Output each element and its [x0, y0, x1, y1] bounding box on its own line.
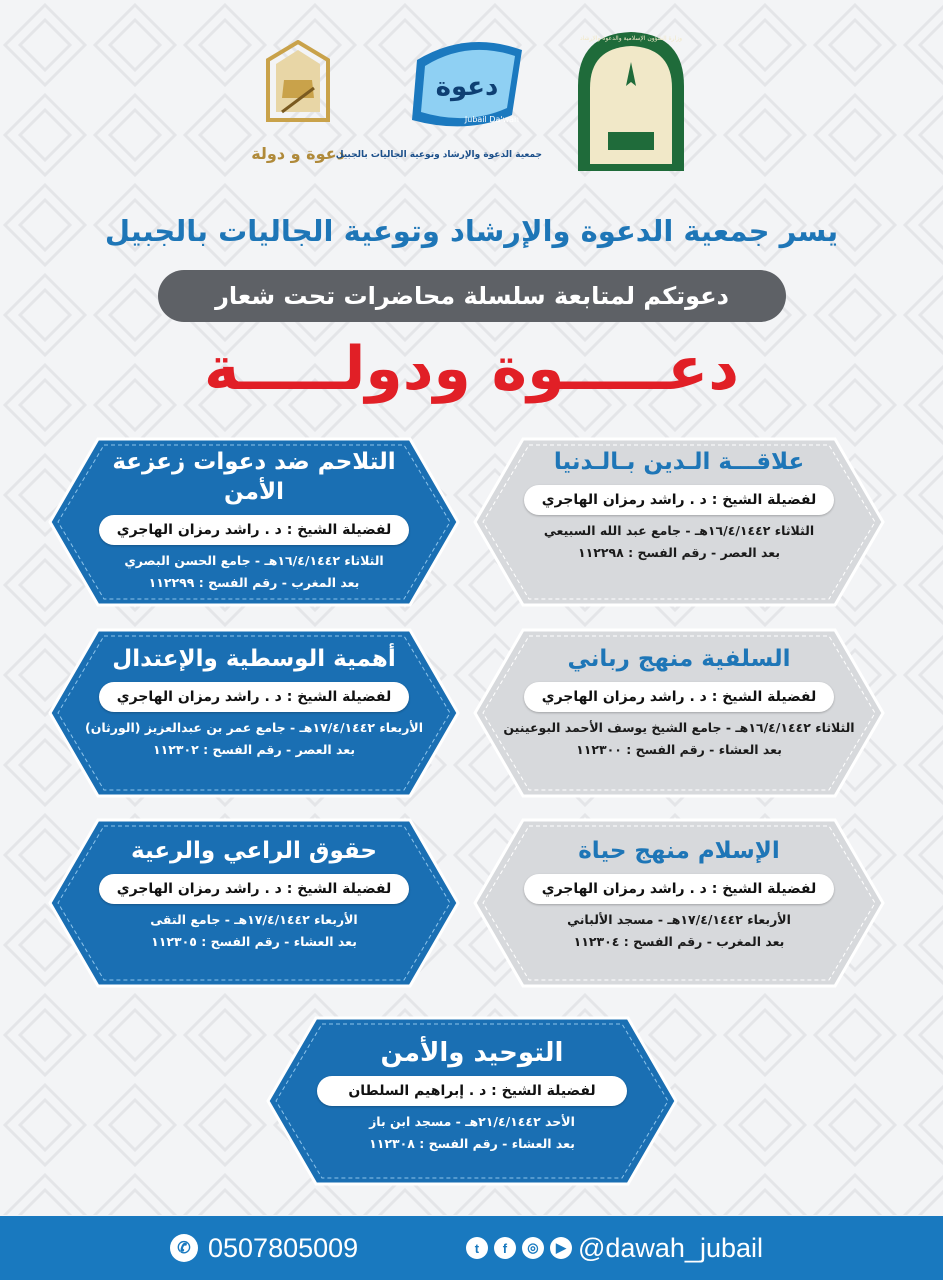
social-handle: @dawah_jubail: [577, 1232, 763, 1263]
speaker-pill: لفضيلة الشيخ : د . راشد رمزان الهاجري: [99, 515, 409, 545]
lecture-title: التوحيد والأمن: [380, 1038, 564, 1068]
instagram-icon[interactable]: ◎: [522, 1237, 544, 1259]
lecture-date-place: الأربعاء ١٧/٤/١٤٤٢هـ - مسجد الألباني: [567, 912, 791, 927]
ministry-emblem-icon: [572, 26, 690, 176]
speaker-pill: لفضيلة الشيخ : د . راشد رمزان الهاجري: [99, 874, 409, 904]
lecture-time-permit: بعد العصر - رقم الفسح : ١١٢٣٠٢: [152, 742, 356, 757]
lecture-title: حقوق الراعي والرعية: [131, 838, 377, 864]
speaker-pill: لفضيلة الشيخ : د . راشد رمزان الهاجري: [524, 874, 834, 904]
facebook-icon[interactable]: f: [494, 1237, 516, 1259]
center-logo-word: دعوة: [435, 72, 499, 102]
lecture-time-permit: بعد المغرب - رقم الفسح : ١١٢٣٠٤: [573, 934, 785, 949]
lecture-title: الإسلام منهج حياة: [578, 838, 780, 864]
lecture-title: التلاحم ضد دعوات زعزعة الأمن: [112, 449, 396, 505]
series-slogan: دعـــــوة ودولـــــة: [203, 334, 740, 404]
lecture-time-permit: بعد العصر - رقم الفسح : ١١٢٢٩٨: [577, 545, 781, 560]
dawah-dawla-emblem-icon: [258, 40, 338, 140]
lecture-date-place: الثلاثاء ١٦/٤/١٤٤٢هـ - جامع الشيخ يوسف الأحمد البوعينين: [503, 720, 855, 735]
speaker-pill: لفضيلة الشيخ : د . إبراهيم السلطان: [317, 1076, 627, 1106]
lecture-date-place: الأربعاء ١٧/٤/١٤٤٢هـ - جامع عمر بن عبدالعزيز (الورثان): [84, 720, 424, 735]
lecture-time-permit: بعد العشاء - رقم الفسح : ١١٢٣٠٠: [576, 742, 782, 757]
contact-footer: [0, 1216, 943, 1280]
lecture-card: [48, 818, 460, 988]
lecture-title: علاقـــة الـدين بـالـدنيا: [553, 449, 805, 475]
lecture-title: السلفية منهج رباني: [567, 646, 791, 672]
center-logo-latin: Jubail Da'wah: [464, 115, 520, 124]
right-logo-text: وزارة الشؤون الإسلامية والدعوة والإرشاد: [579, 35, 683, 42]
lecture-time-permit: بعد المغرب - رقم الفسح : ١١٢٢٩٩: [148, 575, 360, 590]
left-logo-text: دعوة و دولة: [251, 144, 345, 163]
invitation-banner: دعوتكم لمتابعة سلسلة محاضرات تحت شعار: [158, 270, 786, 322]
phone-number: 0507805009: [208, 1232, 359, 1263]
lecture-card: [48, 628, 460, 798]
lecture-card: [266, 1016, 678, 1186]
lecture-card: [473, 628, 885, 798]
lecture-card: [48, 437, 460, 607]
lecture-date-place: الثلاثاء ١٦/٤/١٤٤٢هـ - جامع الحسن البصري: [124, 553, 384, 568]
ministry-logo: [572, 26, 690, 176]
twitter-icon[interactable]: t: [466, 1237, 488, 1259]
center-logo-text: جمعية الدعوة والإرشاد وتوعية الجاليات بالجبيل: [335, 150, 542, 160]
intro-heading: يسر جمعية الدعوة والإرشاد وتوعية الجاليات بالجبيل: [104, 214, 839, 248]
lecture-date-place: الأربعاء ١٧/٤/١٤٤٢هـ - جامع التقى: [150, 912, 358, 927]
phone-icon: ✆: [170, 1234, 198, 1262]
lecture-time-permit: بعد العشاء - رقم الفسح : ١١٢٣٠٥: [151, 934, 357, 949]
speaker-pill: لفضيلة الشيخ : د . راشد رمزان الهاجري: [524, 682, 834, 712]
lecture-time-permit: بعد العشاء - رقم الفسح : ١١٢٣٠٨: [369, 1136, 575, 1151]
youtube-icon[interactable]: ▶: [550, 1237, 572, 1259]
speaker-pill: لفضيلة الشيخ : د . راشد رمزان الهاجري: [524, 485, 834, 515]
lecture-date-place: الأحد ٢١/٤/١٤٤٢هـ - مسجد ابن باز: [369, 1114, 575, 1129]
lecture-title: أهمية الوسطية والإعتدال: [112, 646, 396, 672]
lecture-card: [473, 818, 885, 988]
jubail-dawah-logo: [335, 30, 542, 180]
lecture-date-place: الثلاثاء ١٦/٤/١٤٤٢هـ - جامع عبد الله السبيعي: [543, 523, 815, 538]
social-contact[interactable]: [466, 1233, 763, 1264]
dawah-badge-icon: [397, 30, 537, 140]
lecture-card: [473, 437, 885, 607]
phone-contact[interactable]: [170, 1233, 358, 1264]
speaker-pill: لفضيلة الشيخ : د . راشد رمزان الهاجري: [99, 682, 409, 712]
